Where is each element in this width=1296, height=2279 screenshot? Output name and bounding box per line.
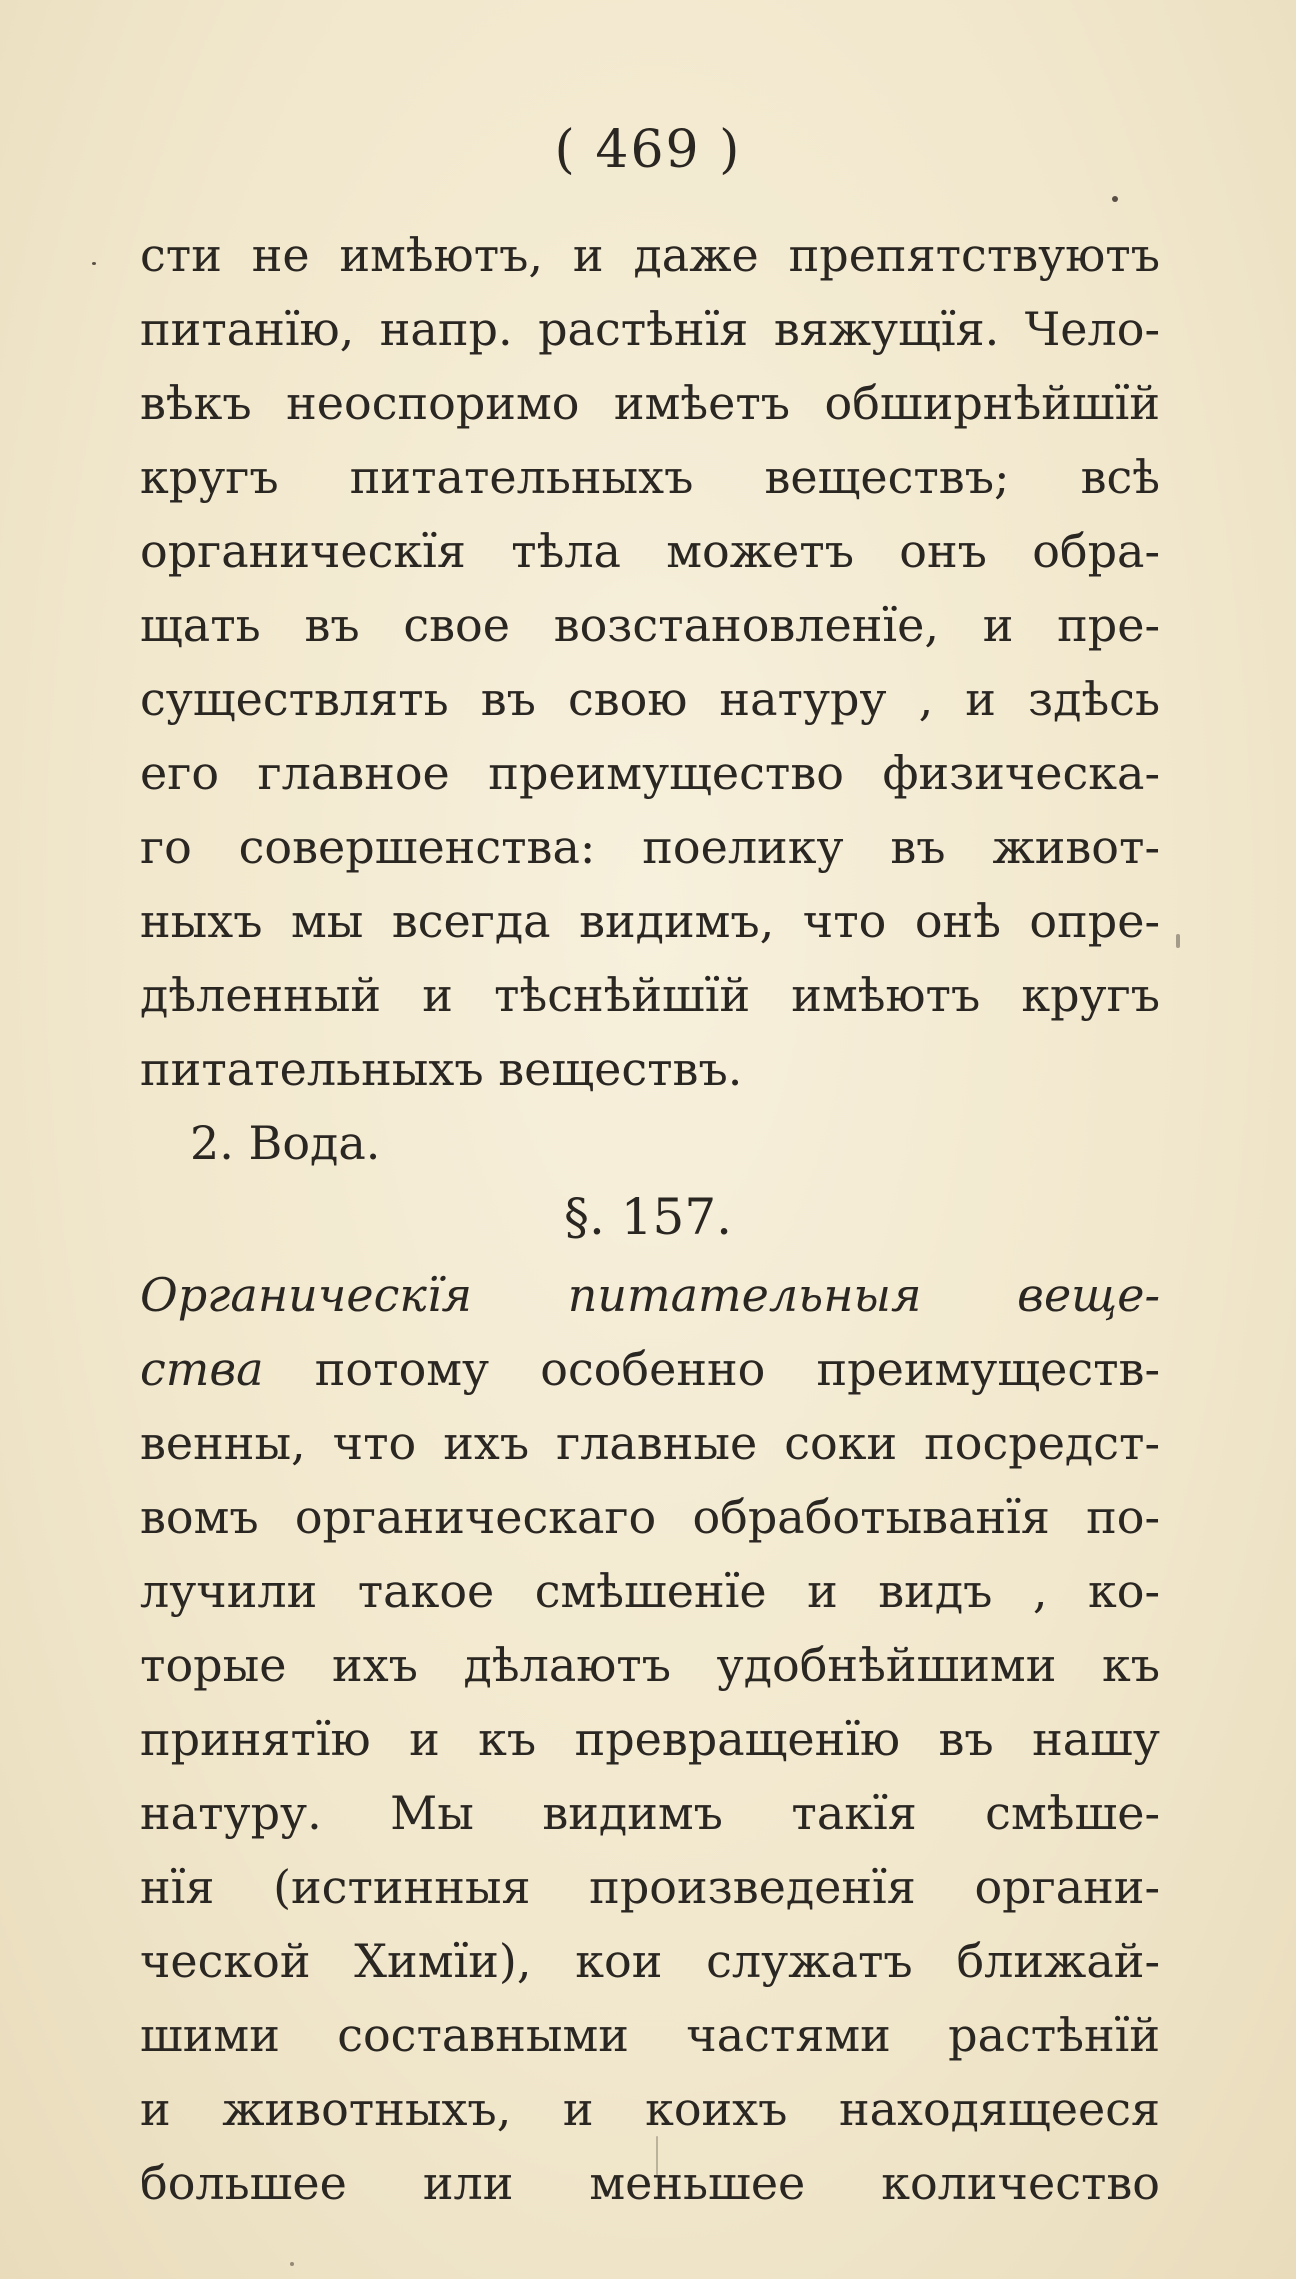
text-line: сти не имѣютъ, и даже препятствуютъ: [140, 228, 1160, 282]
text-line: вомъ органическаго обработыванїя по-: [140, 1490, 1160, 1544]
text-line: существлять въ свою натуру , и здѣсь: [140, 672, 1160, 726]
text-line: дѣленный и тѣснѣйшїй имѣютъ кругъ: [140, 968, 1160, 1022]
text-line: торые ихъ дѣлаютъ удобнѣйшими къ: [140, 1638, 1160, 1692]
text-line: питанїю, напр. растѣнїя вяжущїя. Чело-: [140, 302, 1160, 356]
text-line: вѣкъ неоспоримо имѣетъ обширнѣйшїй: [140, 376, 1160, 430]
paper-speck: [290, 2262, 294, 2266]
text-line: нїя (истинныя произведенїя органи-: [140, 1860, 1160, 1914]
paper-speck: [92, 262, 96, 265]
text-line-italic: Органическїя питательныя веще-: [140, 1268, 1160, 1322]
paper-speck: [1176, 934, 1180, 948]
paper-speck: [1112, 196, 1118, 202]
text-line: ческой Химїи), кои служатъ ближай-: [140, 1934, 1160, 1988]
text-line: ныхъ мы всегда видимъ, что онѣ опре-: [140, 894, 1160, 948]
text-line: большее или меньшее количество: [140, 2156, 1160, 2210]
text-line: принятїю и къ превращенїю въ нашу: [140, 1712, 1160, 1766]
paper-speck: [656, 2136, 658, 2176]
text-line: кругъ питательныхъ веществъ; всѣ: [140, 450, 1160, 504]
section-number: §. 157.: [563, 1188, 733, 1246]
text-line: питательныхъ веществъ.: [140, 1042, 743, 1096]
text-line: [140, 1336, 1160, 1402]
text-line: венны, что ихъ главные соки посредст-: [140, 1416, 1160, 1470]
text-line: натуру. Мы видимъ такїя смѣше-: [140, 1786, 1160, 1840]
text-line: органическїя тѣла можетъ онъ обра-: [140, 524, 1160, 578]
text-line: и животныхъ, и коихъ находящееся: [140, 2082, 1160, 2136]
text-line: го совершенства: поелику въ живот-: [140, 820, 1160, 874]
subsection-heading: 2. Вода.: [190, 1116, 381, 1170]
text-span: потому особенно преимуществ-: [263, 1342, 1160, 1396]
text-line: лучили такое смѣшенїе и видъ , ко-: [140, 1564, 1160, 1618]
text-line: щать въ свое возстановленїе, и пре-: [140, 598, 1160, 652]
italic-term: ства: [140, 1342, 264, 1396]
text-line: шими составными частями растѣнїй: [140, 2008, 1160, 2062]
text-line: его главное преимущество физическа-: [140, 746, 1160, 800]
page-number: ( 469 ): [554, 120, 742, 180]
